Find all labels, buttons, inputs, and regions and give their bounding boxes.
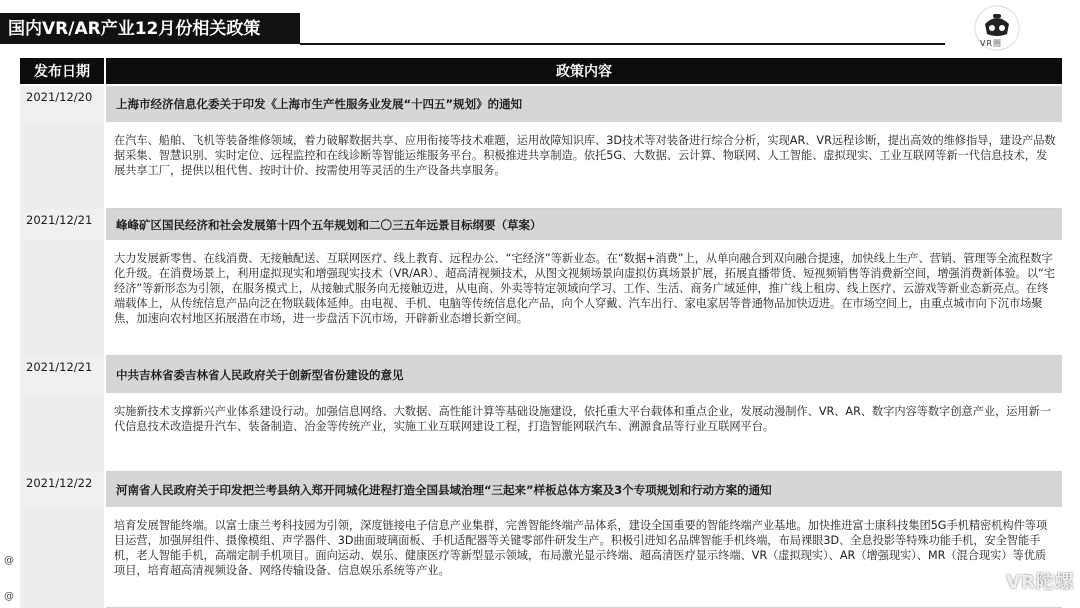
title-underline bbox=[300, 43, 945, 45]
row-policy-body: 在汽车、船舶、飞机等装备维修领域，着力破解数据共享、应用衔接等技术难题，运用故障知识库、3D技术等对装备进行综合分析，实现AR、VR远程诊断，提出高效的维修指导，建设产品数据采集、智慧识别、实时定位、远程监控和在线诊断等智能运维服务平台。积极推进共享制造。依托5G、大数据、云计算、物联网、人工智能、虚拟现实、工业互联网等新一代信息技术，发展共享工厂，提供以租代售、按时计价、按需使用等灵活的生产设备共享服务。 bbox=[106, 123, 1062, 209]
row-date: 2021/12/22 bbox=[20, 472, 106, 508]
row-date-blank bbox=[20, 241, 106, 356]
logo-text: VR圈 bbox=[980, 39, 1003, 48]
row-policy-title: 峰峰矿区国民经济和社会发展第十四个五年规划和二〇三五年远景目标纲要（草案） bbox=[106, 209, 1062, 241]
edge-mark: @ bbox=[4, 555, 14, 566]
table-row-body bbox=[20, 394, 1062, 472]
watermark: VR陀螺 bbox=[1006, 572, 1074, 593]
row-date: 2021/12/21 bbox=[20, 209, 106, 241]
row-policy-body: 培育发展智能终端。以富士康兰考科技园为引领，深度链接电子信息产业集群，完善智能终端产品体系，建设全国重要的智能终端产业基地。加快推进富士康科技集团5G手机精密机构件等项目运营，加强屏组件、摄像模组、声学器件、3D曲面玻璃面板、手机适配器等关键零部件研发生产。积极引进知名品牌智能手机终端，布局裸眼3D、全息投影等特殊功能手机，安全智能手机，老人智能手机，高端定制手机项目。面向运动、娱乐、健康医疗等新型显示领域，布局激光显示终端、超高清医疗显示终端、VR（虚拟现实）、AR（增强现实）、MR（混合现实）等优质项目，培育超高清视频设备、网络传输设备、信息娱乐系统等产业。 bbox=[106, 508, 1062, 608]
table-row-title bbox=[20, 209, 1062, 241]
row-date-blank bbox=[20, 394, 106, 472]
row-policy-body: 实施新技术支撑新兴产业体系建设行动。加强信息网络、大数据、高性能计算等基础设施建设，依托重大平台载体和重点企业，发展动漫制作、VR、AR、数字内容等数字创意产业，运用新一代信息技术改造提升汽车、装备制造、冶金等传统产业，实施工业互联网建设工程，打造智能网联汽车、溯源食品等行业互联网平台。 bbox=[106, 394, 1062, 472]
page-title: 国内VR/AR产业12月份相关政策 bbox=[8, 19, 261, 39]
table-row-body bbox=[20, 241, 1062, 356]
row-policy-title: 中共吉林省委吉林省人民政府关于创新型省份建设的意见 bbox=[106, 356, 1062, 394]
table-row-body bbox=[20, 508, 1062, 608]
column-header-date: 发布日期 bbox=[20, 58, 106, 84]
table-row-title bbox=[20, 86, 1062, 123]
table-row-title bbox=[20, 472, 1062, 508]
policy-table bbox=[20, 58, 1062, 608]
title-bar bbox=[0, 0, 1080, 48]
row-date: 2021/12/21 bbox=[20, 356, 106, 394]
row-date-blank bbox=[20, 123, 106, 209]
row-policy-title: 上海市经济信息化委关于印发《上海市生产性服务业发展“十四五”规划》的通知 bbox=[106, 86, 1062, 123]
row-policy-body: 大力发展新零售、在线消费、无接触配送、互联网医疗、线上教育、远程办公、“宅经济”等新业态。在“数据+消费”上，从单向融合到双向融合提速，加快线上生产、营销、管理等全流程数字化升级。在消费场景上，利用虚拟现实和增强现实技术（VR/AR）、超高清视频技术，从图文视频场景向虚拟仿真场景扩展，拓展直播带货、短视频销售等消费新空间，增强消费新体验。以“宅经济”等新形态为引领，在服务模式上，从接触式服务向无接触迈进，从电商、外卖等特定领域向学习、工作、生活、商务广域延伸，推广线上租房、线上医疗、云游戏等新业态新亮点。在终端载体上，从传统信息产品向泛在物联载体延伸。由电视、手机、电脑等传统信息化产品，向个人穿戴、汽车出行、家电家居等普通物品加快迈进。在市场空间上，由重点城市向下沉市场聚焦，加速向农村地区拓展潜在市场，进一步盘活下沉市场，开辟新业态增长新空间。 bbox=[106, 241, 1062, 356]
edge-mark: @ bbox=[4, 591, 14, 602]
table-header bbox=[20, 58, 1062, 84]
row-date: 2021/12/20 bbox=[20, 86, 106, 123]
table-row-title bbox=[20, 356, 1062, 394]
row-policy-title: 河南省人民政府关于印发把兰考县纳入郑开同城化进程打造全国县域治理“三起来”样板总体方案及3个专项规划和行动方案的通知 bbox=[106, 472, 1062, 508]
column-header-content: 政策内容 bbox=[556, 64, 612, 80]
row-date-blank bbox=[20, 508, 106, 608]
table-row-body bbox=[20, 123, 1062, 209]
